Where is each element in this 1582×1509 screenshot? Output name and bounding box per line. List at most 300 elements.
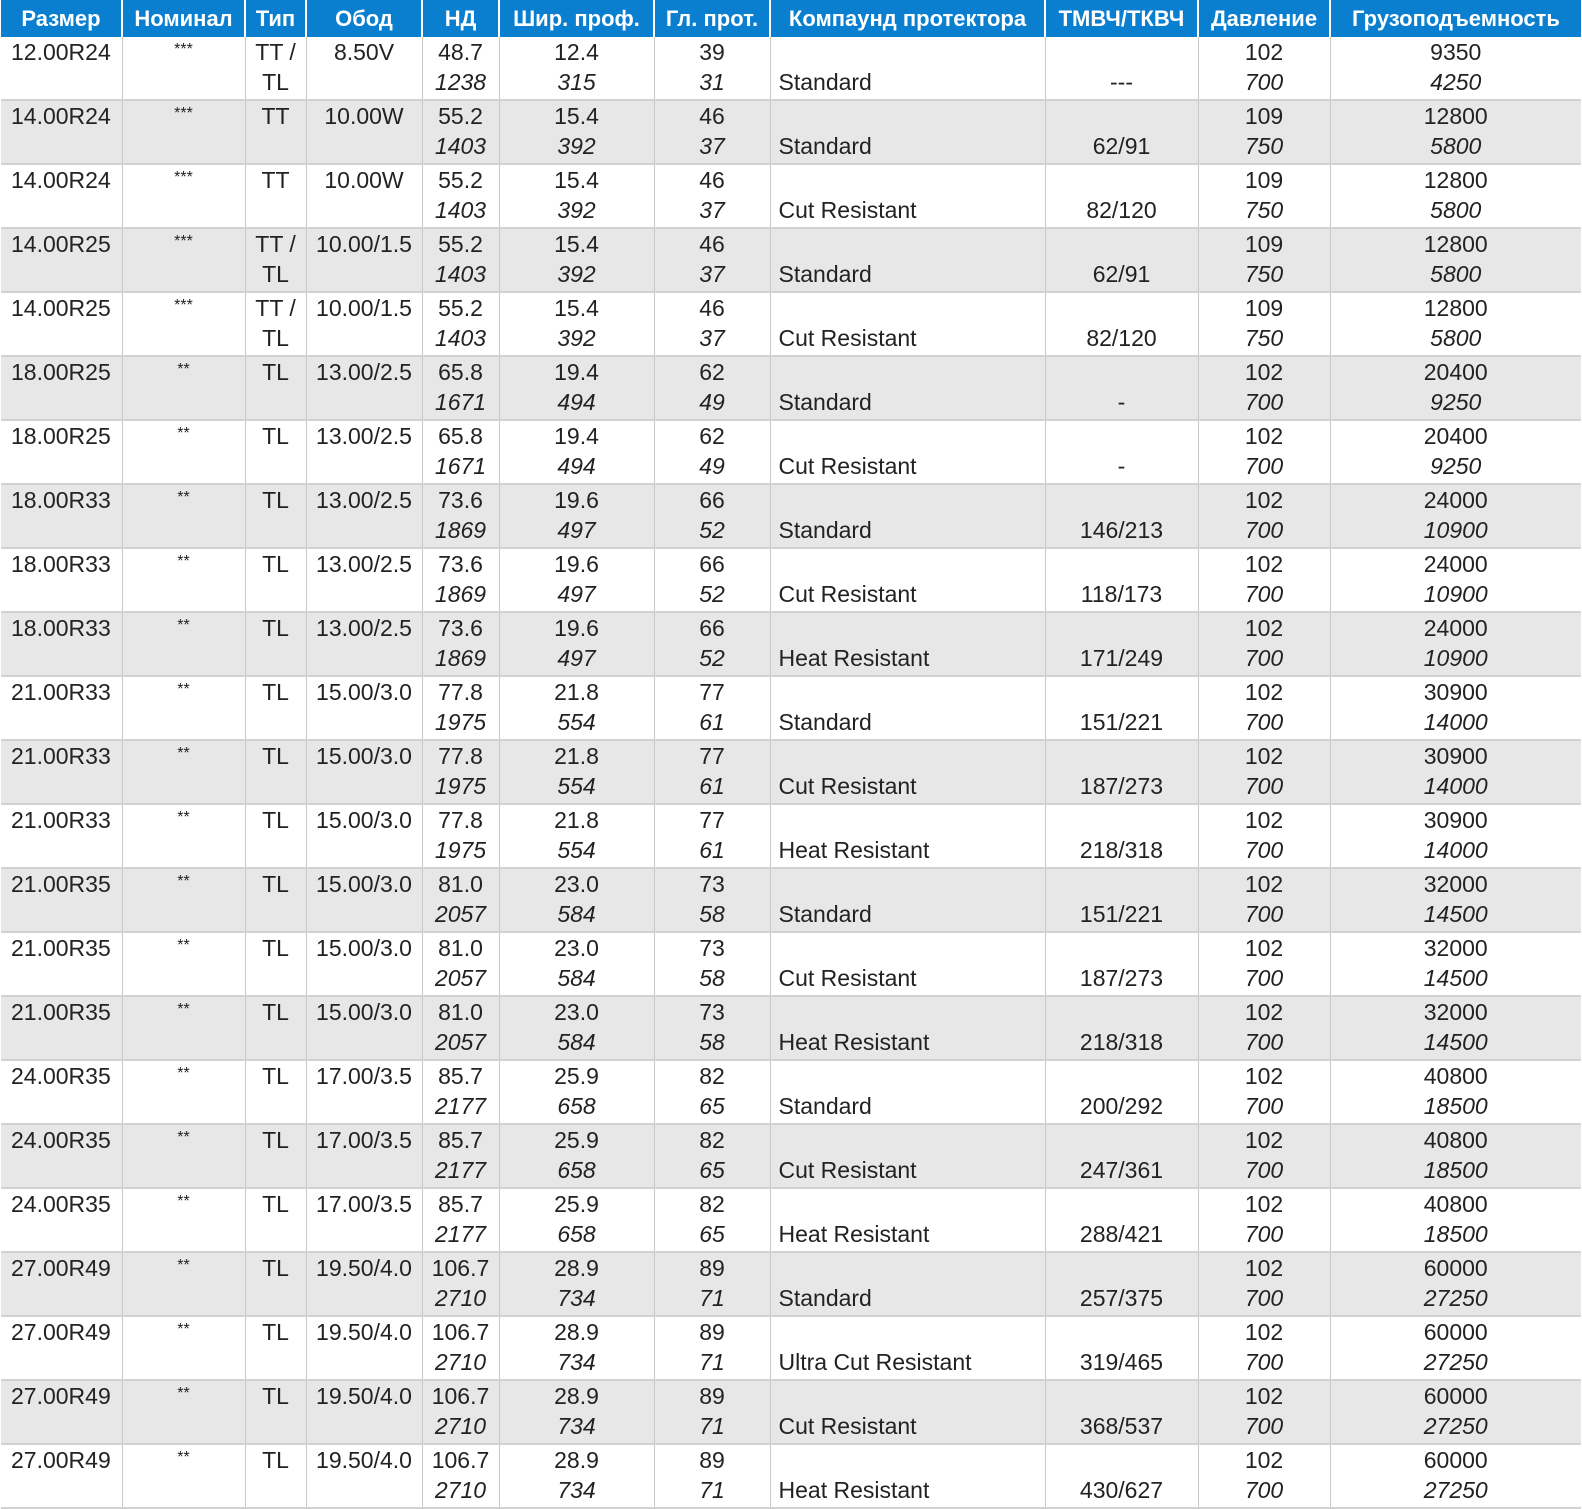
cell-rating	[122, 868, 245, 932]
cell-size-size: 27.00R49	[11, 1383, 111, 1409]
cell-od-od-top: 106.7	[431, 1447, 490, 1473]
cell-depth-d-bot: 61	[699, 837, 725, 863]
cell-size-size: 27.00R49	[11, 1447, 111, 1473]
cell-rim	[306, 228, 422, 292]
cell-type	[245, 1060, 306, 1124]
cell-rim	[306, 996, 422, 1060]
cell-type-type-top: TL	[262, 615, 289, 641]
cell-od-od-bot: 2177	[434, 1093, 487, 1119]
cell-od-od-bot: 1671	[434, 389, 487, 415]
cell-tkph-tkph: 171/249	[1079, 645, 1164, 671]
cell-size-size: 14.00R25	[11, 231, 111, 257]
cell-od-od-top: 65.8	[438, 423, 483, 449]
cell-depth-d-top: 82	[699, 1127, 725, 1153]
cell-rating-rating: ***	[174, 233, 193, 250]
cell-load-l-bot: 14500	[1423, 1029, 1488, 1055]
cell-load-l-top: 32000	[1423, 871, 1488, 897]
cell-tkph-tkph: 319/465	[1079, 1349, 1164, 1375]
col-header-size: Размер	[1, 0, 122, 37]
cell-rim-rim: 19.50/4.0	[316, 1447, 412, 1473]
cell-type-type-top: TL	[262, 807, 289, 833]
cell-compound-compound: Standard	[778, 261, 872, 287]
cell-type-type-top: TL	[262, 359, 289, 385]
cell-od-od-bot: 1975	[434, 773, 487, 799]
cell-width	[499, 612, 654, 676]
cell-width	[499, 932, 654, 996]
cell-type-type-top: TT	[261, 103, 290, 129]
cell-tkph-tkph: 288/421	[1079, 1221, 1164, 1247]
cell-depth-d-top: 82	[699, 1191, 725, 1217]
cell-compound-compound: Cut Resistant	[778, 325, 917, 351]
cell-width-w-top: 19.4	[554, 423, 599, 449]
cell-width-w-bot: 392	[557, 261, 596, 287]
cell-type-type-bot: TL	[262, 261, 289, 287]
cell-od-od-top: 81.0	[438, 871, 483, 897]
cell-load-l-bot: 18500	[1423, 1093, 1488, 1119]
cell-size	[1, 164, 122, 228]
cell-size	[1, 996, 122, 1060]
cell-load	[1330, 996, 1581, 1060]
cell-rim	[306, 804, 422, 868]
cell-depth-d-bot: 65	[699, 1221, 725, 1247]
cell-od-od-bot: 2710	[434, 1285, 487, 1311]
cell-od-od-top: 106.7	[431, 1383, 490, 1409]
cell-load-l-top: 12800	[1423, 167, 1488, 193]
cell-rating-rating: **	[177, 1001, 190, 1018]
cell-rating	[122, 676, 245, 740]
cell-width-w-bot: 497	[557, 581, 596, 607]
cell-size	[1, 868, 122, 932]
cell-od-od-bot: 1975	[434, 837, 487, 863]
cell-type	[245, 100, 306, 164]
col-header-compound: Компаунд протектора	[770, 0, 1045, 37]
cell-depth	[654, 996, 770, 1060]
cell-load	[1330, 932, 1581, 996]
cell-compound	[770, 1060, 1045, 1124]
cell-rating	[122, 420, 245, 484]
cell-rim	[306, 100, 422, 164]
cell-size-size: 21.00R35	[11, 935, 111, 961]
cell-compound	[770, 420, 1045, 484]
cell-width	[499, 996, 654, 1060]
cell-rating-rating: **	[177, 425, 190, 442]
table-row	[1, 676, 1581, 740]
cell-size-size: 27.00R49	[11, 1255, 111, 1281]
cell-width-w-top: 25.9	[554, 1063, 599, 1089]
cell-od-od-bot: 1238	[434, 69, 487, 95]
cell-width	[499, 740, 654, 804]
cell-size-size: 18.00R33	[11, 487, 111, 513]
cell-compound-compound: Standard	[778, 1093, 872, 1119]
cell-rim	[306, 548, 422, 612]
cell-rating-rating: **	[177, 489, 190, 506]
cell-width-w-bot: 497	[557, 645, 596, 671]
cell-compound	[770, 740, 1045, 804]
cell-tkph-tkph: 62/91	[1092, 133, 1151, 159]
cell-tkph	[1045, 292, 1198, 356]
cell-pressure-p-bot: 700	[1244, 965, 1284, 991]
cell-depth	[654, 676, 770, 740]
cell-size-size: 24.00R35	[11, 1063, 111, 1089]
cell-compound-compound: Cut Resistant	[778, 1157, 917, 1183]
cell-size-size: 18.00R33	[11, 551, 111, 577]
cell-od-od-bot: 1869	[434, 517, 487, 543]
cell-depth-d-bot: 52	[699, 581, 725, 607]
cell-compound-compound: Cut Resistant	[778, 197, 917, 223]
cell-od-od-bot: 1671	[434, 453, 487, 479]
cell-load	[1330, 1316, 1581, 1380]
cell-tkph-tkph: 82/120	[1086, 325, 1157, 351]
cell-load-l-top: 60000	[1423, 1447, 1488, 1473]
cell-compound	[770, 932, 1045, 996]
cell-load-l-bot: 10900	[1423, 517, 1488, 543]
cell-width-w-bot: 658	[557, 1093, 596, 1119]
cell-pressure-p-bot: 700	[1244, 1413, 1284, 1439]
cell-compound	[770, 228, 1045, 292]
cell-load	[1330, 1380, 1581, 1444]
cell-load-l-top: 32000	[1423, 999, 1488, 1025]
cell-od-od-top: 77.8	[438, 743, 483, 769]
cell-depth	[654, 1060, 770, 1124]
cell-load-l-bot: 14000	[1423, 709, 1488, 735]
table-row	[1, 612, 1581, 676]
table-row	[1, 420, 1581, 484]
cell-width-w-top: 19.6	[554, 487, 599, 513]
cell-pressure-p-top: 102	[1244, 423, 1284, 449]
cell-size	[1, 1124, 122, 1188]
cell-od-od-bot: 2057	[434, 901, 487, 927]
cell-type-type-top: TT /	[255, 295, 296, 321]
cell-rating-rating: **	[177, 809, 190, 826]
cell-type	[245, 1252, 306, 1316]
cell-size	[1, 740, 122, 804]
cell-rating	[122, 356, 245, 420]
cell-depth-d-bot: 37	[699, 261, 725, 287]
cell-load-l-top: 40800	[1423, 1127, 1488, 1153]
cell-size	[1, 100, 122, 164]
cell-depth-d-bot: 37	[699, 325, 725, 351]
cell-width	[499, 1252, 654, 1316]
cell-compound-compound: Standard	[778, 517, 872, 543]
cell-rim	[306, 484, 422, 548]
cell-type	[245, 37, 306, 100]
cell-rating-rating: **	[177, 1193, 190, 1210]
cell-pressure	[1198, 612, 1330, 676]
cell-tkph-tkph: -	[1117, 453, 1126, 479]
cell-rim	[306, 1444, 422, 1508]
cell-depth-d-top: 89	[699, 1255, 725, 1281]
cell-tkph	[1045, 1316, 1198, 1380]
cell-width-w-top: 23.0	[554, 871, 599, 897]
cell-compound-compound: Standard	[778, 133, 872, 159]
cell-width-w-bot: 554	[557, 773, 596, 799]
cell-depth-d-top: 46	[699, 103, 725, 129]
cell-rim-rim: 13.00/2.5	[316, 359, 412, 385]
cell-pressure-p-top: 102	[1244, 743, 1284, 769]
cell-width	[499, 356, 654, 420]
cell-pressure-p-bot: 700	[1244, 1349, 1284, 1375]
cell-size	[1, 1188, 122, 1252]
cell-rating-rating: **	[177, 361, 190, 378]
cell-load-l-top: 40800	[1423, 1063, 1488, 1089]
cell-pressure-p-top: 109	[1244, 295, 1284, 321]
cell-depth-d-top: 46	[699, 295, 725, 321]
cell-rating-rating: ***	[174, 105, 193, 122]
cell-pressure	[1198, 420, 1330, 484]
cell-type-type-top: TT /	[255, 39, 296, 65]
cell-depth	[654, 548, 770, 612]
col-header-depth: Гл. прот.	[654, 0, 770, 37]
cell-pressure-p-bot: 700	[1244, 901, 1284, 927]
cell-compound	[770, 548, 1045, 612]
cell-compound	[770, 164, 1045, 228]
cell-rim	[306, 868, 422, 932]
cell-pressure-p-top: 102	[1244, 999, 1284, 1025]
cell-width-w-top: 21.8	[554, 743, 599, 769]
cell-load	[1330, 37, 1581, 100]
cell-depth	[654, 1444, 770, 1508]
cell-od-od-bot: 1403	[434, 261, 487, 287]
cell-load	[1330, 868, 1581, 932]
cell-pressure	[1198, 1124, 1330, 1188]
cell-od	[422, 100, 499, 164]
cell-pressure-p-bot: 700	[1244, 1157, 1284, 1183]
cell-tkph	[1045, 868, 1198, 932]
table-row	[1, 164, 1581, 228]
cell-tkph	[1045, 484, 1198, 548]
cell-width-w-top: 28.9	[554, 1255, 599, 1281]
cell-load	[1330, 292, 1581, 356]
cell-pressure-p-bot: 700	[1244, 773, 1284, 799]
cell-pressure	[1198, 868, 1330, 932]
cell-compound	[770, 1124, 1045, 1188]
cell-tkph-tkph: 146/213	[1079, 517, 1164, 543]
cell-od	[422, 932, 499, 996]
cell-od-od-top: 48.7	[438, 39, 483, 65]
cell-depth-d-top: 89	[699, 1319, 725, 1345]
cell-compound	[770, 1252, 1045, 1316]
cell-od-od-bot: 2710	[434, 1413, 487, 1439]
cell-tkph	[1045, 548, 1198, 612]
cell-width	[499, 420, 654, 484]
cell-width-w-top: 19.6	[554, 615, 599, 641]
cell-pressure-p-top: 102	[1244, 487, 1284, 513]
cell-load	[1330, 228, 1581, 292]
cell-compound	[770, 612, 1045, 676]
cell-od	[422, 612, 499, 676]
cell-width-w-top: 19.6	[554, 551, 599, 577]
cell-od-od-top: 55.2	[438, 295, 483, 321]
cell-load-l-bot: 14500	[1423, 965, 1488, 991]
cell-pressure-p-top: 102	[1244, 39, 1284, 65]
table-row	[1, 1444, 1581, 1508]
cell-load-l-bot: 18500	[1423, 1157, 1488, 1183]
cell-od-od-bot: 1869	[434, 645, 487, 671]
cell-width	[499, 1444, 654, 1508]
cell-width-w-top: 28.9	[554, 1319, 599, 1345]
cell-size	[1, 1380, 122, 1444]
cell-compound-compound: Cut Resistant	[778, 581, 917, 607]
cell-width-w-bot: 658	[557, 1221, 596, 1247]
cell-rim-rim: 13.00/2.5	[316, 423, 412, 449]
cell-type-type-top: TT /	[255, 231, 296, 257]
cell-depth-d-top: 77	[699, 679, 725, 705]
cell-compound	[770, 1444, 1045, 1508]
cell-pressure	[1198, 100, 1330, 164]
cell-type-type-bot: TL	[262, 69, 289, 95]
col-header-od: НД	[422, 0, 499, 37]
cell-load-l-top: 30900	[1423, 807, 1488, 833]
cell-rim-rim: 19.50/4.0	[316, 1383, 412, 1409]
cell-width-w-bot: 734	[557, 1349, 596, 1375]
cell-rim-rim: 8.50V	[333, 39, 395, 65]
cell-rim	[306, 612, 422, 676]
cell-rim-rim: 19.50/4.0	[316, 1319, 412, 1345]
cell-pressure	[1198, 356, 1330, 420]
cell-depth	[654, 932, 770, 996]
cell-pressure-p-bot: 750	[1244, 197, 1284, 223]
cell-type-type-top: TL	[262, 551, 289, 577]
col-header-type: Тип	[245, 0, 306, 37]
table-row	[1, 548, 1581, 612]
cell-width	[499, 228, 654, 292]
cell-rim-rim: 17.00/3.5	[316, 1127, 412, 1153]
cell-load	[1330, 740, 1581, 804]
cell-depth-d-bot: 58	[699, 901, 725, 927]
cell-od	[422, 676, 499, 740]
cell-od	[422, 1444, 499, 1508]
cell-depth-d-top: 66	[699, 487, 725, 513]
cell-depth-d-bot: 58	[699, 1029, 725, 1055]
cell-od-od-top: 55.2	[438, 103, 483, 129]
cell-size-size: 21.00R33	[11, 743, 111, 769]
cell-load-l-bot: 27250	[1423, 1349, 1488, 1375]
cell-rating	[122, 292, 245, 356]
cell-type	[245, 996, 306, 1060]
cell-compound	[770, 868, 1045, 932]
cell-tkph	[1045, 1124, 1198, 1188]
cell-compound	[770, 676, 1045, 740]
cell-type	[245, 1380, 306, 1444]
cell-depth-d-bot: 65	[699, 1093, 725, 1119]
cell-od-od-top: 55.2	[438, 231, 483, 257]
cell-rim-rim: 19.50/4.0	[316, 1255, 412, 1281]
table-row	[1, 100, 1581, 164]
cell-compound-compound: Standard	[778, 901, 872, 927]
col-header-pressure: Давление	[1198, 0, 1330, 37]
cell-rating	[122, 100, 245, 164]
cell-type-type-top: TL	[262, 1127, 289, 1153]
cell-rating-rating: **	[177, 937, 190, 954]
cell-depth-d-top: 89	[699, 1447, 725, 1473]
cell-size-size: 21.00R33	[11, 807, 111, 833]
cell-pressure	[1198, 1316, 1330, 1380]
cell-depth-d-bot: 71	[699, 1285, 725, 1311]
cell-width-w-bot: 584	[557, 965, 596, 991]
cell-pressure-p-bot: 700	[1244, 1093, 1284, 1119]
cell-type	[245, 932, 306, 996]
cell-load	[1330, 356, 1581, 420]
cell-od-od-bot: 1975	[434, 709, 487, 735]
cell-rating	[122, 228, 245, 292]
cell-rim-rim: 15.00/3.0	[316, 935, 412, 961]
cell-rating	[122, 932, 245, 996]
cell-od	[422, 484, 499, 548]
cell-rating	[122, 164, 245, 228]
table-row	[1, 804, 1581, 868]
col-header-rim: Обод	[306, 0, 422, 37]
cell-rating	[122, 612, 245, 676]
cell-depth-d-bot: 58	[699, 965, 725, 991]
cell-width-w-bot: 392	[557, 133, 596, 159]
cell-tkph	[1045, 356, 1198, 420]
cell-width-w-bot: 584	[557, 901, 596, 927]
cell-od-od-top: 106.7	[431, 1255, 490, 1281]
table-row	[1, 1380, 1581, 1444]
cell-rating-rating: **	[177, 1257, 190, 1274]
cell-load-l-top: 12800	[1423, 103, 1488, 129]
cell-size	[1, 804, 122, 868]
cell-pressure	[1198, 548, 1330, 612]
cell-load-l-bot: 14500	[1423, 901, 1488, 927]
cell-depth	[654, 484, 770, 548]
cell-load-l-bot: 10900	[1423, 581, 1488, 607]
cell-tkph-tkph: 118/173	[1080, 581, 1163, 607]
cell-od-od-top: 106.7	[431, 1319, 490, 1345]
cell-width-w-bot: 734	[557, 1477, 596, 1503]
cell-rating	[122, 996, 245, 1060]
cell-pressure-p-bot: 700	[1244, 1029, 1284, 1055]
cell-rim-rim: 13.00/2.5	[316, 551, 412, 577]
cell-rating-rating: ***	[174, 297, 193, 314]
cell-load-l-bot: 5800	[1430, 133, 1482, 159]
cell-compound	[770, 1188, 1045, 1252]
cell-depth-d-top: 62	[699, 423, 725, 449]
cell-width	[499, 1380, 654, 1444]
cell-rating	[122, 548, 245, 612]
cell-size	[1, 292, 122, 356]
table-row	[1, 228, 1581, 292]
cell-compound-compound: Cut Resistant	[778, 965, 917, 991]
cell-pressure	[1198, 484, 1330, 548]
cell-pressure	[1198, 292, 1330, 356]
cell-width-w-top: 21.8	[554, 679, 599, 705]
cell-pressure	[1198, 1444, 1330, 1508]
cell-type-type-top: TL	[262, 1447, 289, 1473]
cell-rim	[306, 1060, 422, 1124]
cell-compound	[770, 356, 1045, 420]
cell-depth-d-top: 66	[699, 551, 725, 577]
cell-pressure-p-bot: 700	[1244, 709, 1284, 735]
cell-od-od-bot: 1869	[434, 581, 487, 607]
cell-od	[422, 37, 499, 100]
cell-rim-rim: 13.00/2.5	[316, 487, 412, 513]
cell-width-w-bot: 554	[557, 837, 596, 863]
cell-depth	[654, 164, 770, 228]
cell-width-w-top: 28.9	[554, 1447, 599, 1473]
table-row	[1, 932, 1581, 996]
cell-pressure-p-top: 102	[1244, 1447, 1284, 1473]
cell-pressure	[1198, 804, 1330, 868]
cell-rim-rim: 15.00/3.0	[316, 743, 412, 769]
cell-type	[245, 292, 306, 356]
cell-size-size: 24.00R35	[11, 1191, 111, 1217]
cell-width	[499, 1316, 654, 1380]
cell-rim	[306, 164, 422, 228]
cell-type-type-top: TL	[262, 1255, 289, 1281]
cell-size-size: 12.00R24	[11, 39, 111, 65]
cell-rim-rim: 13.00/2.5	[316, 615, 412, 641]
